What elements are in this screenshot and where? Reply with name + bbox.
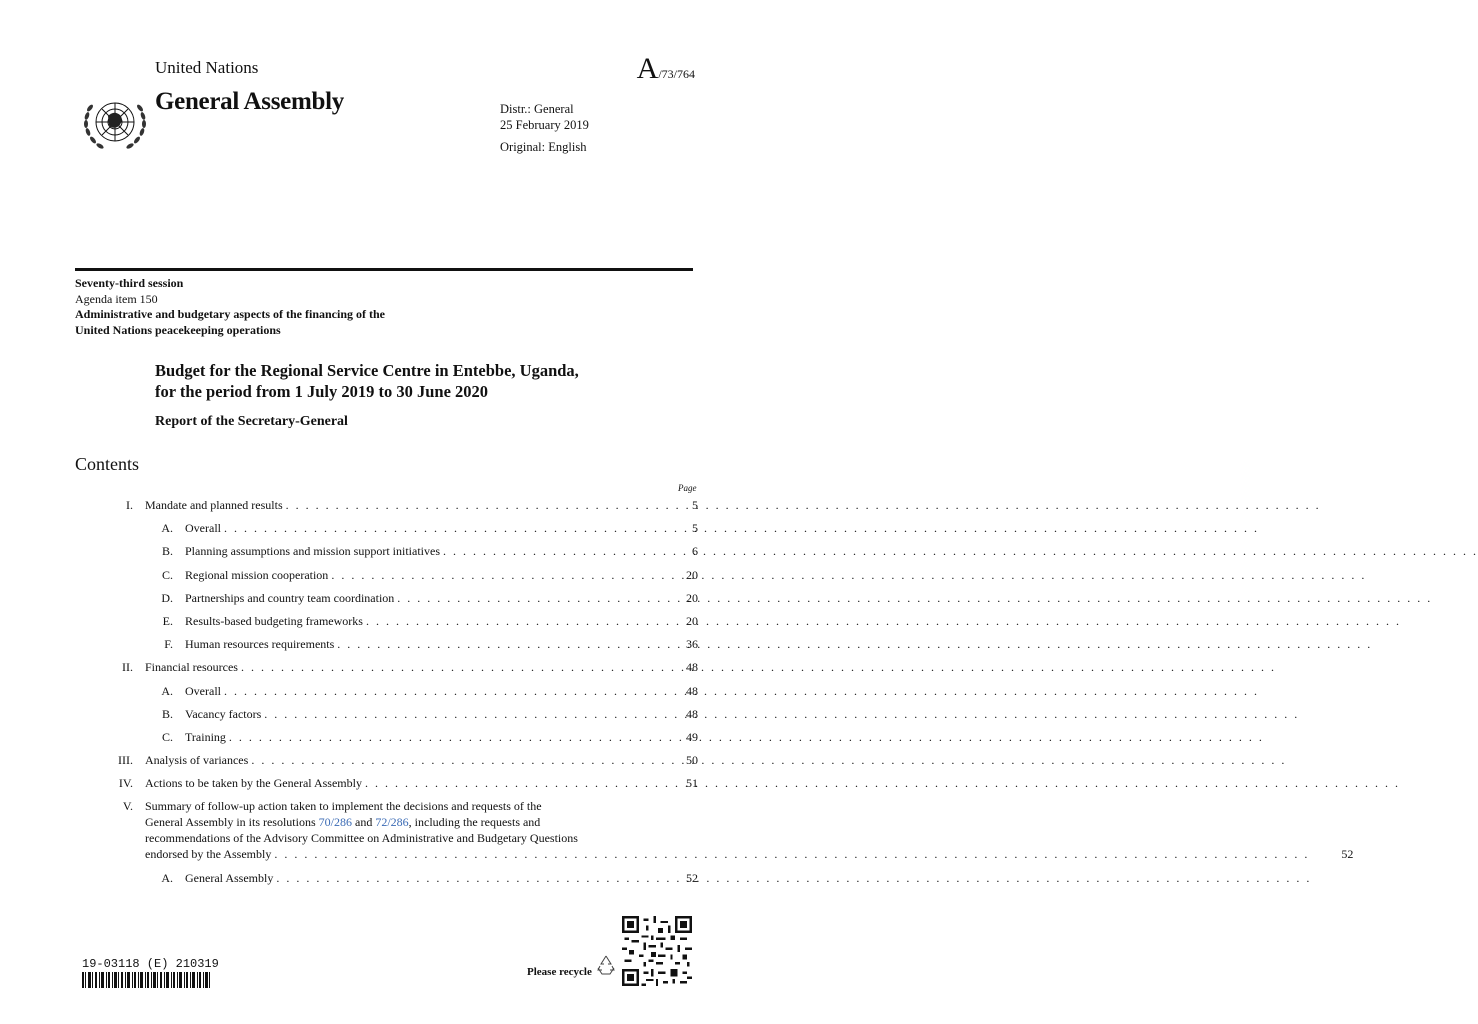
toc-label-line2-post: , including the requests and	[408, 815, 541, 830]
toc-page: 51	[686, 776, 698, 791]
toc-label-line3: recommendations of the Advisory Committee on Administrative and Budgetary Questions	[145, 831, 578, 846]
toc-page: 52	[686, 870, 698, 885]
toc-page: 48	[686, 706, 698, 721]
toc-item[interactable]	[75, 752, 698, 768]
contents-heading: Contents	[75, 454, 140, 474]
toc-label: Overall	[185, 683, 221, 698]
toc-item[interactable]	[75, 729, 698, 745]
job-number: 19-03118 (E) 210319	[82, 957, 219, 971]
toc-page: 20	[686, 590, 698, 605]
toc-label: Analysis of variances	[145, 753, 249, 768]
toc-label: Partnerships and country team coordination	[185, 590, 395, 605]
toc-item[interactable]	[75, 706, 698, 722]
toc-item[interactable]	[75, 590, 698, 606]
toc-item[interactable]	[75, 543, 698, 559]
distribution-block	[500, 101, 589, 155]
resolution-link-72-286[interactable]: 72/286	[375, 815, 409, 830]
toc-number: C.	[161, 729, 173, 744]
toc-number: III.	[118, 753, 133, 768]
original-language: Original: English	[500, 140, 587, 154]
toc-number: D.	[161, 590, 173, 605]
toc-item[interactable]	[75, 683, 698, 699]
toc-label-line2-pre: General Assembly in its resolutions	[145, 815, 319, 830]
toc-leader	[276, 870, 1311, 886]
agenda-title-line1: Administrative and budgetary aspects of the financing of the	[75, 307, 386, 321]
toc-number: IV.	[118, 776, 133, 791]
toc-leader	[224, 520, 1259, 536]
toc-number: II.	[122, 660, 133, 675]
agenda-title-line2: United Nations peacekeeping operations	[75, 322, 281, 337]
toc-leader	[337, 636, 1372, 652]
toc-item[interactable]	[75, 798, 1354, 862]
qr-code-icon	[622, 916, 692, 986]
document-date: 25 February 2019	[500, 118, 589, 132]
header-rule	[75, 268, 693, 271]
toc-label-line2-mid: and	[352, 815, 376, 830]
toc-leader	[264, 706, 1299, 722]
resolution-link-70-286[interactable]: 70/286	[318, 815, 352, 830]
toc-leader	[241, 659, 1276, 675]
toc-label-line4: endorsed by the Assembly	[145, 847, 272, 862]
toc-number: I.	[126, 498, 133, 512]
toc-item[interactable]	[75, 870, 698, 886]
toc-number: F.	[164, 637, 173, 652]
toc-leader	[286, 497, 1321, 513]
session-name: Seventy-third session	[75, 276, 184, 290]
toc-item[interactable]	[75, 520, 698, 536]
toc-leader	[443, 543, 1478, 559]
distribution-type: Distr.: General	[500, 102, 574, 116]
toc-page: 52	[1341, 847, 1354, 862]
please-recycle-text: Please recycle	[527, 966, 592, 978]
toc-leader	[229, 729, 1264, 745]
toc-number: A.	[161, 521, 173, 536]
toc-number: E.	[162, 613, 173, 628]
toc-number: B.	[161, 706, 173, 721]
toc-label: Training	[185, 729, 226, 744]
toc-number: A.	[161, 870, 173, 885]
organ-title: General Assembly	[155, 88, 344, 115]
toc-page: 50	[686, 753, 698, 768]
toc-label-line2	[145, 814, 1323, 830]
toc-label: Human resources requirements	[185, 637, 335, 652]
toc-page: 48	[686, 683, 698, 698]
toc-leader	[251, 752, 1286, 768]
toc-page: 49	[686, 729, 698, 744]
session-block	[75, 276, 385, 338]
toc-item[interactable]	[75, 567, 698, 583]
toc-page: 48	[686, 660, 698, 675]
toc-leader	[365, 775, 1400, 791]
table-of-contents	[75, 497, 1354, 893]
toc-number: A.	[161, 683, 173, 698]
toc-page: 20	[686, 613, 698, 628]
barcode-icon	[82, 972, 210, 988]
toc-page: 5	[692, 498, 698, 512]
un-emblem-icon	[78, 88, 152, 158]
toc-leader	[274, 846, 1309, 862]
toc-item[interactable]	[75, 659, 698, 675]
toc-label: Planning assumptions and mission support initiatives	[185, 544, 440, 559]
report-subtitle: Report of the Secretary-General	[155, 414, 348, 429]
toc-label: Actions to be taken by the General Assembly	[145, 776, 362, 791]
toc-item[interactable]	[75, 613, 698, 629]
document-symbol	[637, 52, 695, 86]
document-title	[155, 360, 579, 402]
toc-label: General Assembly	[185, 870, 274, 885]
toc-number: C.	[161, 567, 173, 582]
toc-item[interactable]	[75, 497, 698, 513]
agenda-item: Agenda item 150	[75, 291, 158, 306]
symbol-number: /73/764	[658, 67, 695, 81]
toc-leader	[366, 613, 1401, 629]
org-name: United Nations	[155, 58, 259, 77]
toc-leader	[331, 567, 1366, 583]
toc-item[interactable]	[75, 636, 698, 652]
toc-page: 20	[686, 567, 698, 582]
toc-item[interactable]	[75, 775, 698, 791]
document-title-line2: for the period from 1 July 2019 to 30 June 2020	[155, 382, 489, 401]
toc-label-line1: Summary of follow-up action taken to implement the decisions and requests of the	[145, 799, 542, 814]
toc-page: 5	[692, 521, 698, 536]
toc-page: 6	[692, 544, 698, 559]
recycle-icon	[594, 953, 618, 977]
symbol-prefix: A	[636, 52, 659, 85]
toc-number: B.	[161, 544, 173, 559]
toc-label: Regional mission cooperation	[185, 567, 329, 582]
toc-label: Results-based budgeting frameworks	[185, 613, 363, 628]
toc-label: Overall	[185, 521, 221, 536]
document-title-line1: Budget for the Regional Service Centre in Entebbe, Uganda,	[155, 361, 579, 380]
page-column-label: Page	[678, 483, 697, 493]
toc-label: Vacancy factors	[185, 706, 262, 721]
toc-page: 36	[686, 637, 698, 652]
toc-number: V.	[122, 799, 133, 814]
toc-leader	[224, 683, 1259, 699]
toc-label: Mandate and planned results	[145, 498, 283, 512]
toc-label: Financial resources	[145, 660, 238, 675]
toc-leader	[397, 590, 1432, 606]
